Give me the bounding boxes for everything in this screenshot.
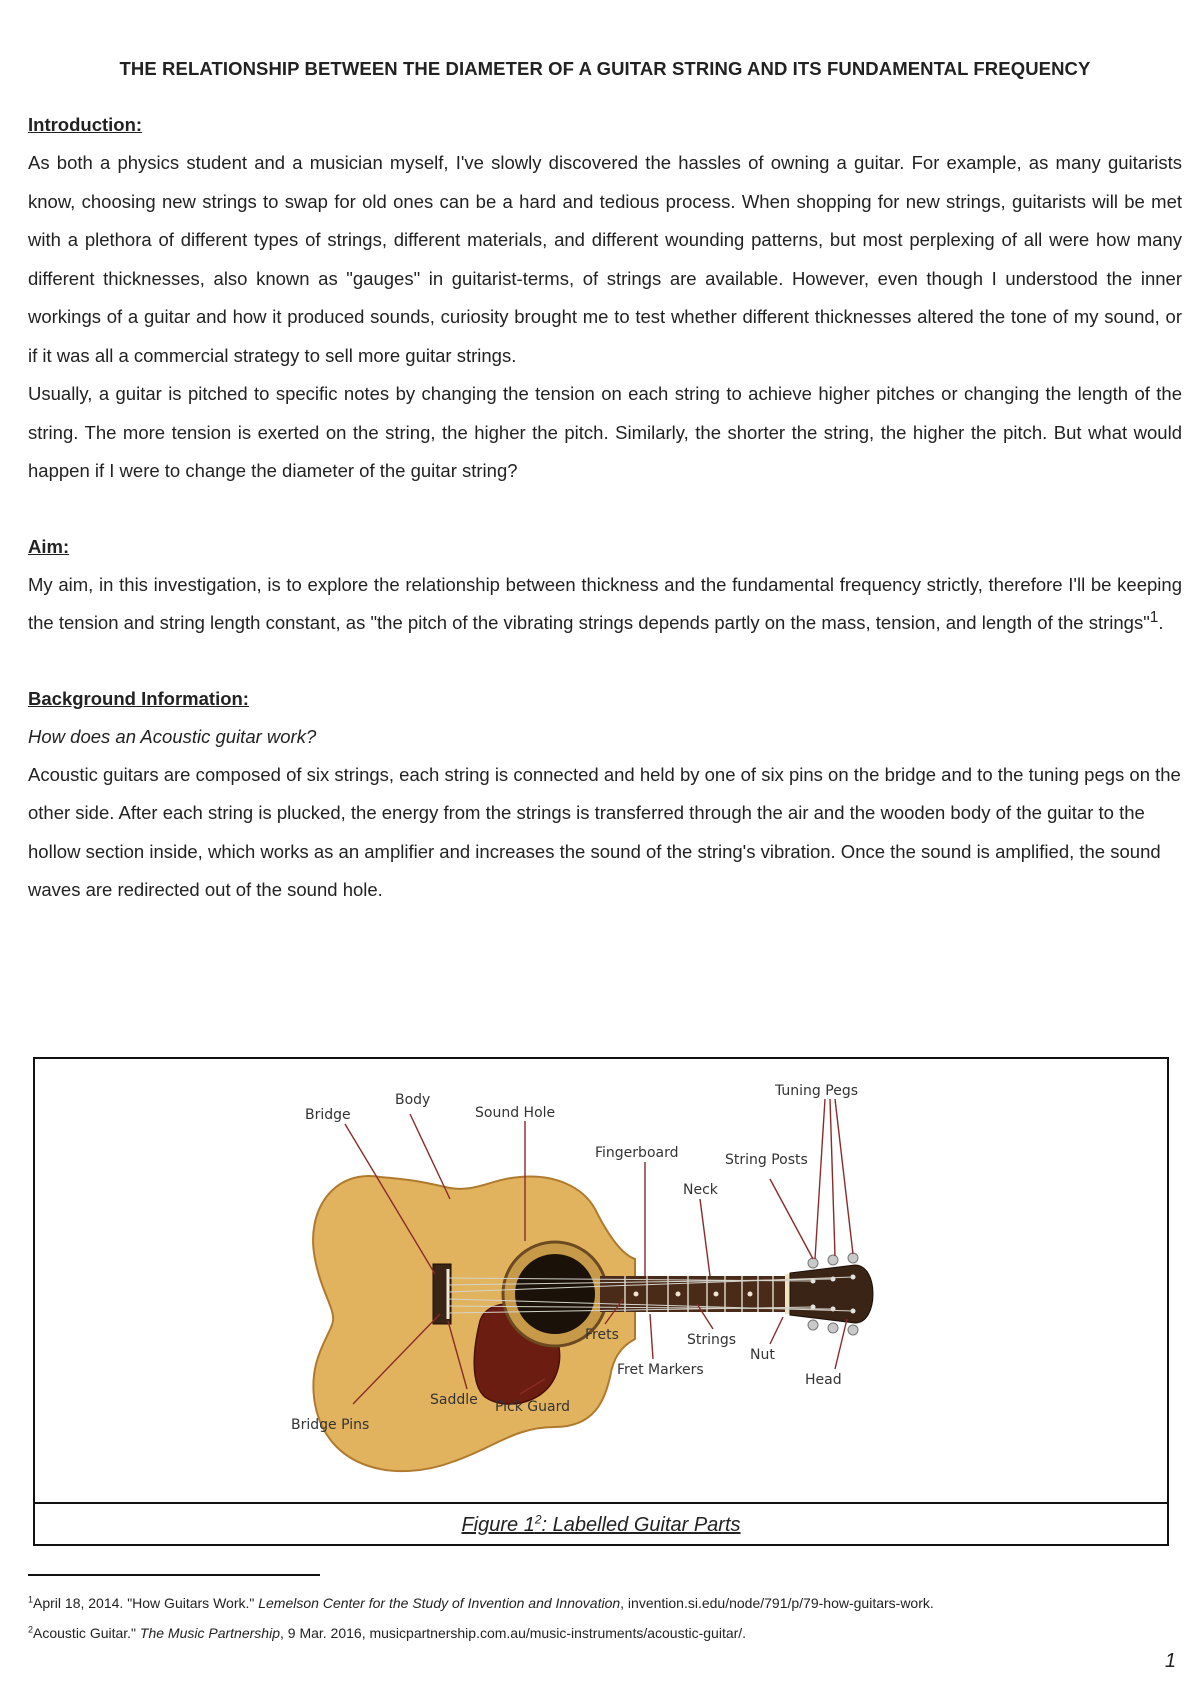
label-sound-hole: Sound Hole — [475, 1105, 556, 1121]
label-body: Body — [395, 1092, 431, 1108]
aim-text: My aim, in this investigation, is to explore the relationship between thickness and the fundamental frequency strictly, therefore I'll be keeping the tension and string length constant, as "the pitch of the vibrating strings depends partly on the mass, tension, and length of the strings" — [28, 573, 1182, 633]
aim-paragraph — [28, 566, 1182, 643]
figure-caption — [461, 1514, 740, 1536]
footnotes — [28, 1588, 1178, 1648]
label-tuning-pegs: Tuning Pegs — [775, 1083, 859, 1099]
footnote-1-ref: 1 — [28, 1594, 34, 1605]
label-neck: Neck — [683, 1182, 718, 1198]
sound-hole — [515, 1254, 595, 1334]
footnote-2-ref: 2 — [28, 1624, 34, 1635]
background-heading: Background Information: — [28, 687, 249, 709]
footnote-2-source: The Music Partnership — [139, 1625, 280, 1641]
introduction-paragraph-2: Usually, a guitar is pitched to specific notes by changing the tension on each string to achieve higher pitches or changing the length of the string. The more tension is exerted on the string, the higher the pitch. Similarly, the shorter the string, the higher the pitch. But what would happen if I were to change the diameter of the guitar string? — [28, 383, 1182, 481]
footnote-1-source: Lemelson Center for the Study of Invention and Innovation — [258, 1595, 621, 1611]
background-paragraph: Acoustic guitars are composed of six strings, each string is connected and held by one of six pins on the bridge and to the tuning pegs on the other side. After each string is plucked, the energy from the strings is transferred through the air and the wooden body of the guitar to the hollow section inside, which works as an amplifier and increases the sound of the string's vibration. Once the sound is amplified, the sound waves are redirected out of the sound hole. — [28, 763, 1181, 900]
figure-caption-row — [35, 1502, 1167, 1546]
label-string-posts: String Posts — [725, 1152, 808, 1168]
label-nut: Nut — [750, 1347, 775, 1363]
footnote-rule — [28, 1574, 320, 1576]
label-saddle: Saddle — [430, 1392, 478, 1408]
aim-text-end: . — [1158, 612, 1164, 633]
label-head: Head — [805, 1372, 842, 1388]
footnote-1-post: , invention.si.edu/node/791/p/79-how-guitars-work. — [620, 1595, 934, 1611]
figure-box — [33, 1057, 1169, 1546]
guitar-diagram — [35, 1059, 1167, 1502]
figure-caption-ref: 2 — [534, 1512, 542, 1527]
label-fret-markers: Fret Markers — [617, 1362, 704, 1378]
footnote-2 — [28, 1618, 1178, 1648]
introduction-heading: Introduction: — [28, 114, 143, 135]
introduction-paragraph-1: As both a physics student and a musician myself, I've slowly discovered the hassles of owning a guitar. For example, as many guitarists know, choosing new strings to swap for old ones can be a hard and tedious process. When shopping for new strings, guitarists will be met with a plethora of different types of strings, different materials, and different wounding patterns, but most perplexing of all were how many different thicknesses, also known as "gauges" in guitarist-terms, of strings are available. However, even though I understood the inner workings of a guitar and how it produced sounds, curiosity brought me to test whether different thicknesses altered the tone of my sound, or if it was all a commercial strategy to sell more guitar strings. — [28, 152, 1182, 366]
footnote-2-post: , 9 Mar. 2016, musicpartnership.com.au/music-instruments/acoustic-guitar/. — [279, 1625, 747, 1641]
aim-footnote-ref: 1 — [1149, 608, 1159, 626]
figure-caption-prefix: Figure 1 — [461, 1514, 535, 1536]
footnote-1 — [28, 1588, 1178, 1618]
figure-caption-suffix: : Labelled Guitar Parts — [541, 1514, 741, 1536]
background-subheading: How does an Acoustic guitar work? — [28, 725, 317, 747]
footnote-2-pre: Acoustic Guitar." — [33, 1625, 140, 1641]
label-fingerboard: Fingerboard — [595, 1145, 679, 1161]
label-pick-guard: Pick Guard — [495, 1399, 570, 1415]
label-strings: Strings — [687, 1332, 737, 1348]
label-bridge-pins: Bridge Pins — [291, 1417, 370, 1433]
page-title: THE RELATIONSHIP BETWEEN THE DIAMETER OF A GUITAR STRING AND ITS FUNDAMENTAL FREQUENCY — [119, 58, 1091, 79]
label-frets: Frets — [585, 1327, 619, 1343]
headstock — [790, 1265, 873, 1323]
footnote-1-pre: April 18, 2014. "How Guitars Work." — [33, 1595, 259, 1611]
page-number: 1 — [1164, 1650, 1176, 1672]
label-bridge: Bridge — [305, 1107, 351, 1123]
aim-heading: Aim: — [28, 535, 70, 557]
page-content — [28, 50, 1182, 910]
